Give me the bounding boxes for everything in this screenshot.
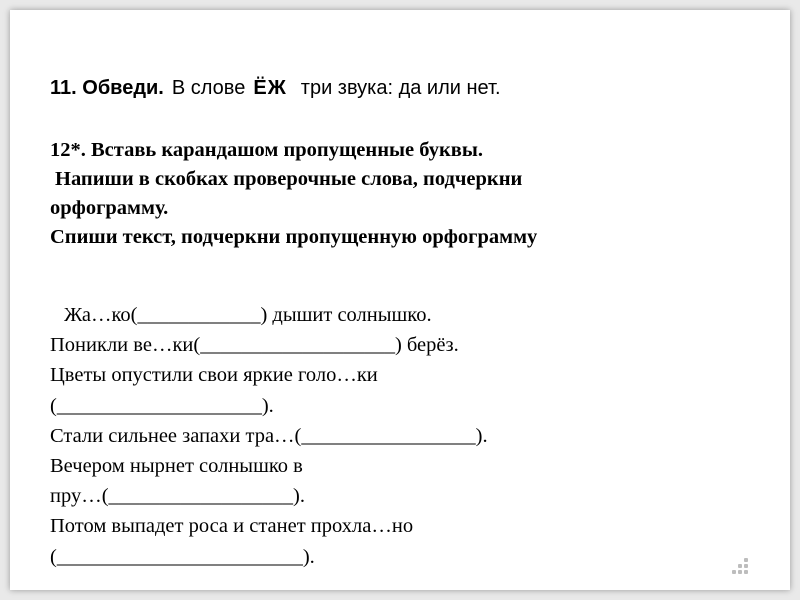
task-11-word: ЁЖ	[253, 77, 287, 99]
exercise-text	[50, 300, 488, 572]
exercise-line: Цветы опустили свои яркие голо…ки	[50, 364, 378, 387]
task-12-line: Спиши текст, подчеркни пропущенную орфограмму	[50, 226, 538, 248]
exercise-line: (____________________).	[50, 394, 274, 417]
task-11-label: 11. Обведи.	[50, 77, 164, 99]
exercise-line: пру…(__________________).	[50, 485, 305, 508]
exercise-line: Вечером нырнет солнышко в	[50, 455, 303, 478]
task-12-line: орфограмму.	[50, 197, 169, 219]
task-12-line: Напиши в скобках проверочные слова, подчеркни	[55, 168, 523, 190]
exercise-line: Поникли ве…ки(___________________) берёз.	[50, 334, 459, 357]
exercise-line: Жа…ко(____________) дышит солнышко.	[64, 304, 432, 326]
task-11	[50, 77, 501, 100]
task-11-text-after: три звука: да или нет.	[300, 77, 501, 99]
task-12-instructions	[50, 136, 537, 252]
slide-corner-dots-icon	[732, 558, 748, 574]
exercise-line: Стали сильнее запахи тра…(_________________).	[50, 424, 488, 447]
exercise-line: Потом выпадет роса и станет прохла…но	[50, 515, 414, 538]
exercise-line: (________________________).	[50, 545, 315, 568]
slide	[10, 10, 790, 590]
task-11-text-before: В слове	[171, 77, 246, 99]
task-12-line: 12*. Вставь карандашом пропущенные буквы.	[50, 139, 483, 161]
